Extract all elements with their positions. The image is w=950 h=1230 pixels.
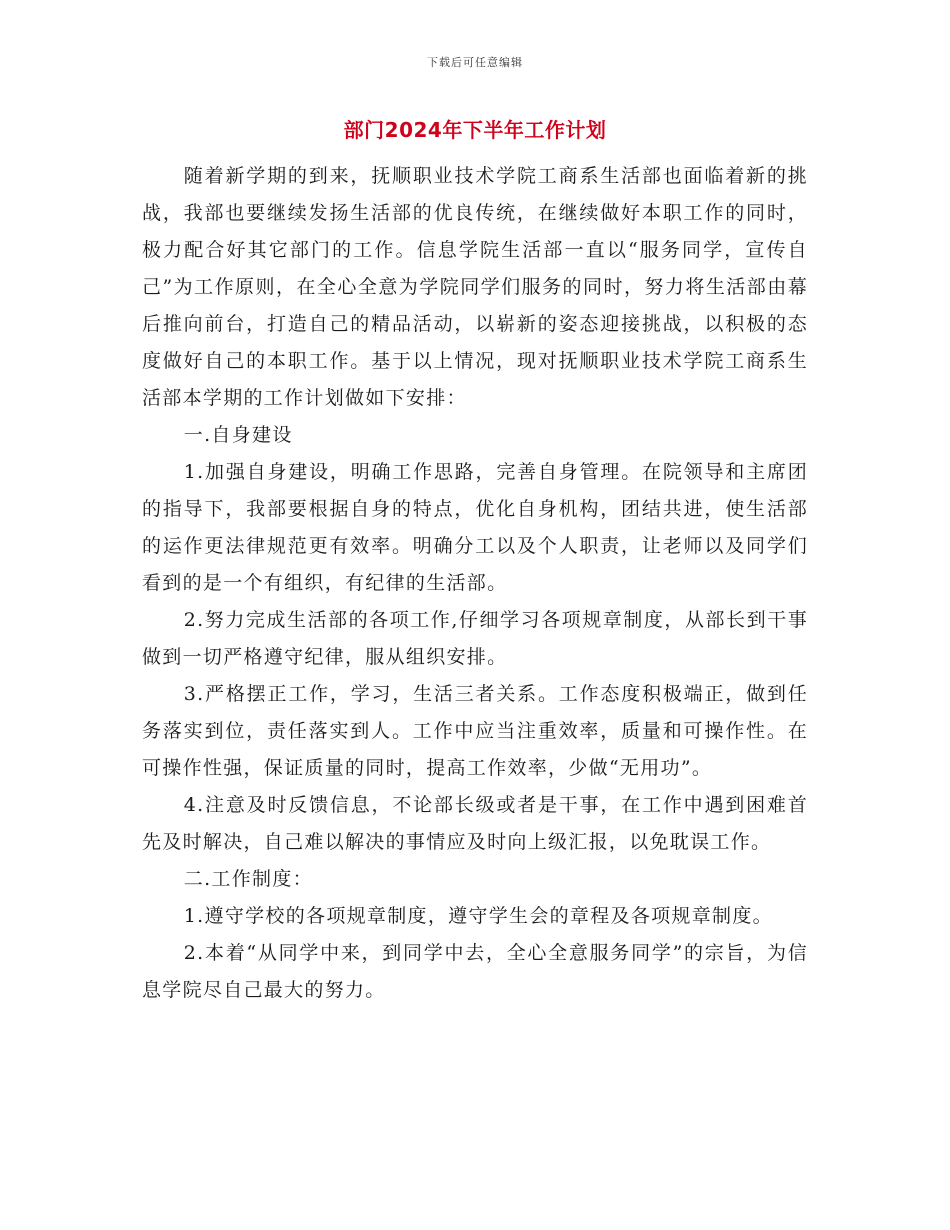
list-item: 1.遵守学校的各项规章制度，遵守学生会的章程及各项规章制度。 — [183, 905, 773, 927]
list-item: 2.努力完成生活部的各项工作,仔细学习各项规章制度，从部长到干事做到一切严格遵守纪律，服从组织安排。 — [142, 609, 808, 668]
intro-paragraph: 随着新学期的到来，抚顺职业技术学院工商系生活部也面临着新的挑战，我部也要继续发扬生活部的优良传统，在继续做好本职工作的同时，极力配合好其它部门的工作。信息学院生活部一直以“服务同学，宣传自己”为工作原则，在全心全意为学院同学们服务的同时，努力将生活部由幕后推向前台，打造自己的精品活动，以崭新的姿态迎接挑战，以积极的态度做好自己的本职工作。基于以上情况，现对抚顺职业技术学院工商系生活部本学期的工作计划做如下安排： — [142, 165, 808, 409]
document-body — [142, 158, 808, 1009]
list-item: 3.严格摆正工作，学习，生活三者关系。工作态度积极端正，做到任务落实到位，责任落实到人。工作中应当注重效率，质量和可操作性。在可操作性强，保证质量的同时，提高工作效率，少做“无用功”。 — [142, 683, 808, 779]
list-item: 4.注意及时反馈信息，不论部长级或者是干事，在工作中遇到困难首先及时解决，自己难以解决的事情应及时向上级汇报，以免耽误工作。 — [142, 794, 808, 853]
section-heading-work-rules: 二.工作制度： — [183, 868, 313, 890]
list-item: 2.本着“从同学中来，到同学中去，全心全意服务同学”的宗旨，为信息学院尽自己最大的努力。 — [142, 942, 808, 1001]
document-title: 部门2024年下半年工作计划 — [343, 118, 607, 142]
header-note: 下载后可任意编辑 — [427, 56, 523, 69]
list-item: 1.加强自身建设，明确工作思路，完善自身管理。在院领导和主席团的指导下，我部要根据自身的特点，优化自身机构，团结共进，使生活部的运作更法律规范更有效率。明确分工以及个人职责，让老师以及同学们看到的是一个有组织，有纪律的生活部。 — [142, 461, 808, 594]
section-heading-self-building: 一.自身建设 — [183, 424, 293, 446]
